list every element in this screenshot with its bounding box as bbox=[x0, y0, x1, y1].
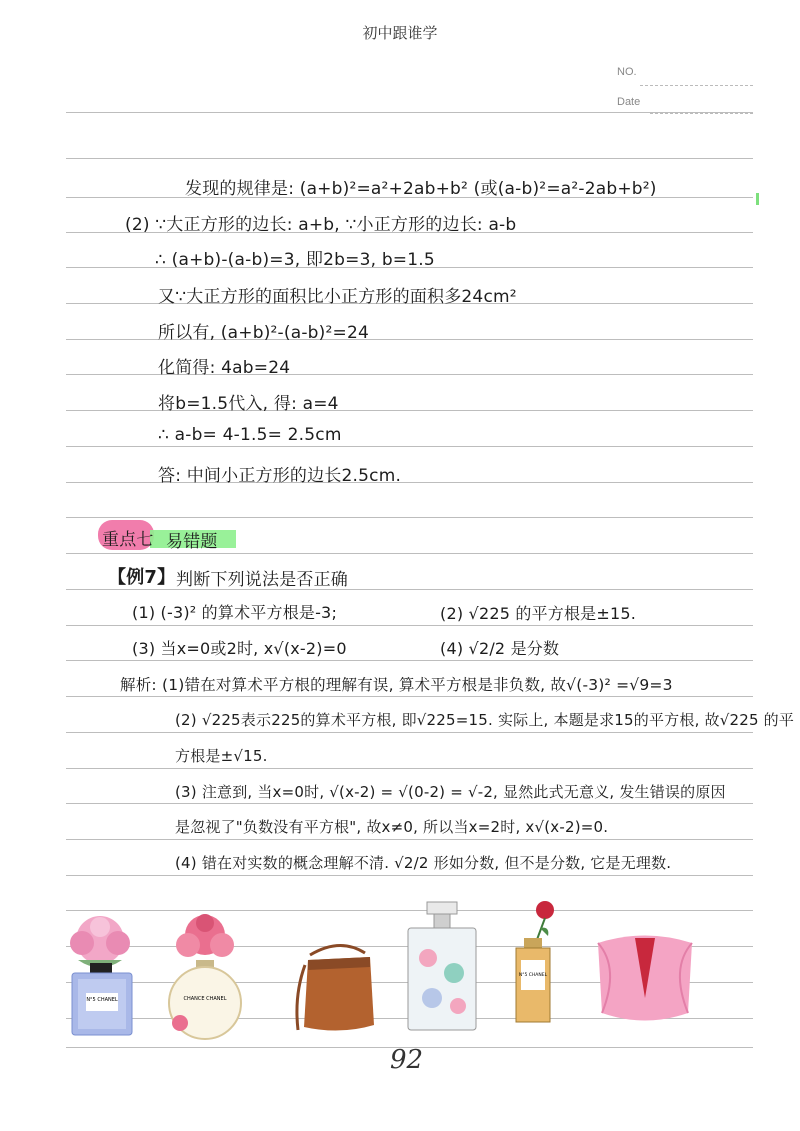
perfume2-label: CHANCE CHANEL bbox=[183, 996, 227, 1002]
chance-perfume-illustration bbox=[160, 905, 250, 1040]
section-title: 易错题 bbox=[166, 532, 218, 552]
ruled-line bbox=[66, 839, 753, 840]
rose-bouquet-icon bbox=[176, 914, 234, 957]
question-2: (2) √225 的平方根是±15. bbox=[440, 604, 637, 623]
solution-line-4: 又∵大正方形的面积比小正方形的面积多24cm² bbox=[158, 287, 517, 307]
ruled-line bbox=[66, 553, 753, 554]
analysis-1: 解析: (1)错在对算术平方根的理解有误, 算术平方根是非负数, 故√(-3)² =√9=3 bbox=[120, 676, 673, 694]
analysis-3b: 是忽视了"负数没有平方根", 故x≠0, 所以当x=2时, x√(x-2)=0. bbox=[175, 818, 609, 836]
analysis-3a: (3) 注意到, 当x=0时, √(x-2) = √(0-2) = √-2, 显然此式无意义, 发生错误的原因 bbox=[175, 783, 726, 801]
pink-flower-icon bbox=[70, 916, 130, 968]
solution-line-8: ∴ a-b= 4-1.5= 2.5cm bbox=[158, 425, 342, 445]
ruled-line bbox=[66, 446, 753, 447]
question-4: (4) √2/2 是分数 bbox=[440, 639, 560, 658]
example-label: 【例7】 bbox=[108, 567, 176, 588]
margin-green-mark bbox=[756, 193, 759, 205]
ruled-line bbox=[66, 660, 753, 661]
ruled-line bbox=[66, 625, 753, 626]
question-1: (1) (-3)² 的算术平方根是-3; bbox=[132, 603, 338, 622]
date-dotline bbox=[650, 113, 753, 114]
solution-line-7: 将b=1.5代入, 得: a=4 bbox=[158, 394, 339, 414]
solution-line-6: 化简得: 4ab=24 bbox=[158, 358, 291, 378]
no-dotline bbox=[640, 85, 753, 86]
ruled-line bbox=[66, 589, 753, 590]
page-number: 92 bbox=[390, 1045, 424, 1075]
section-tag: 重点七 bbox=[102, 530, 154, 550]
perfume1-label: N°5 CHANEL bbox=[86, 997, 118, 1003]
date-label: Date bbox=[617, 96, 641, 108]
question-3: (3) 当x=0或2时, x√(x-2)=0 bbox=[132, 639, 347, 658]
perfume4-label: N°5 CHANEL bbox=[518, 973, 548, 978]
ruled-line bbox=[66, 112, 753, 113]
ruled-line bbox=[66, 875, 753, 876]
solution-line-3: ∴ (a+b)-(a-b)=3, 即2b=3, b=1.5 bbox=[155, 250, 435, 270]
solution-line-1: 发现的规律是: (a+b)²=a²+2ab+b² (或(a-b)²=a²-2ab+b²) bbox=[185, 179, 657, 199]
page-title: 初中跟谁学 bbox=[362, 24, 438, 42]
rose-perfume-illustration bbox=[510, 898, 560, 1028]
example-prompt: 判断下列说法是否正确 bbox=[176, 570, 348, 590]
pink-sweater-illustration bbox=[590, 928, 700, 1028]
analysis-2a: (2) √225表示225的算术平方根, 即√225=15. 实际上, 本题是求15的平方根, 故√225 的平 bbox=[175, 711, 795, 729]
ruled-line bbox=[66, 696, 753, 697]
floral-perfume-bottle-illustration bbox=[402, 898, 482, 1038]
solution-line-5: 所以有, (a+b)²-(a-b)²=24 bbox=[158, 323, 369, 343]
ruled-line bbox=[66, 803, 753, 804]
solution-line-9: 答: 中间小正方形的边长2.5cm. bbox=[158, 466, 402, 486]
solution-line-2: (2) ∵大正方形的边长: a+b, ∵小正方形的边长: a-b bbox=[125, 215, 517, 235]
analysis-4: (4) 错在对实数的概念理解不清. √2/2 形如分数, 但不是分数, 它是无理数. bbox=[175, 854, 672, 872]
analysis-2b: 方根是±√15. bbox=[175, 747, 268, 765]
ruled-line bbox=[66, 732, 753, 733]
leather-bucket-bag-illustration bbox=[290, 935, 380, 1035]
ruled-line bbox=[66, 768, 753, 769]
ruled-line bbox=[66, 517, 753, 518]
ruled-line bbox=[66, 158, 753, 159]
no-label: NO. bbox=[617, 66, 637, 78]
perfume-bottle-flowers-illustration bbox=[60, 905, 145, 1040]
